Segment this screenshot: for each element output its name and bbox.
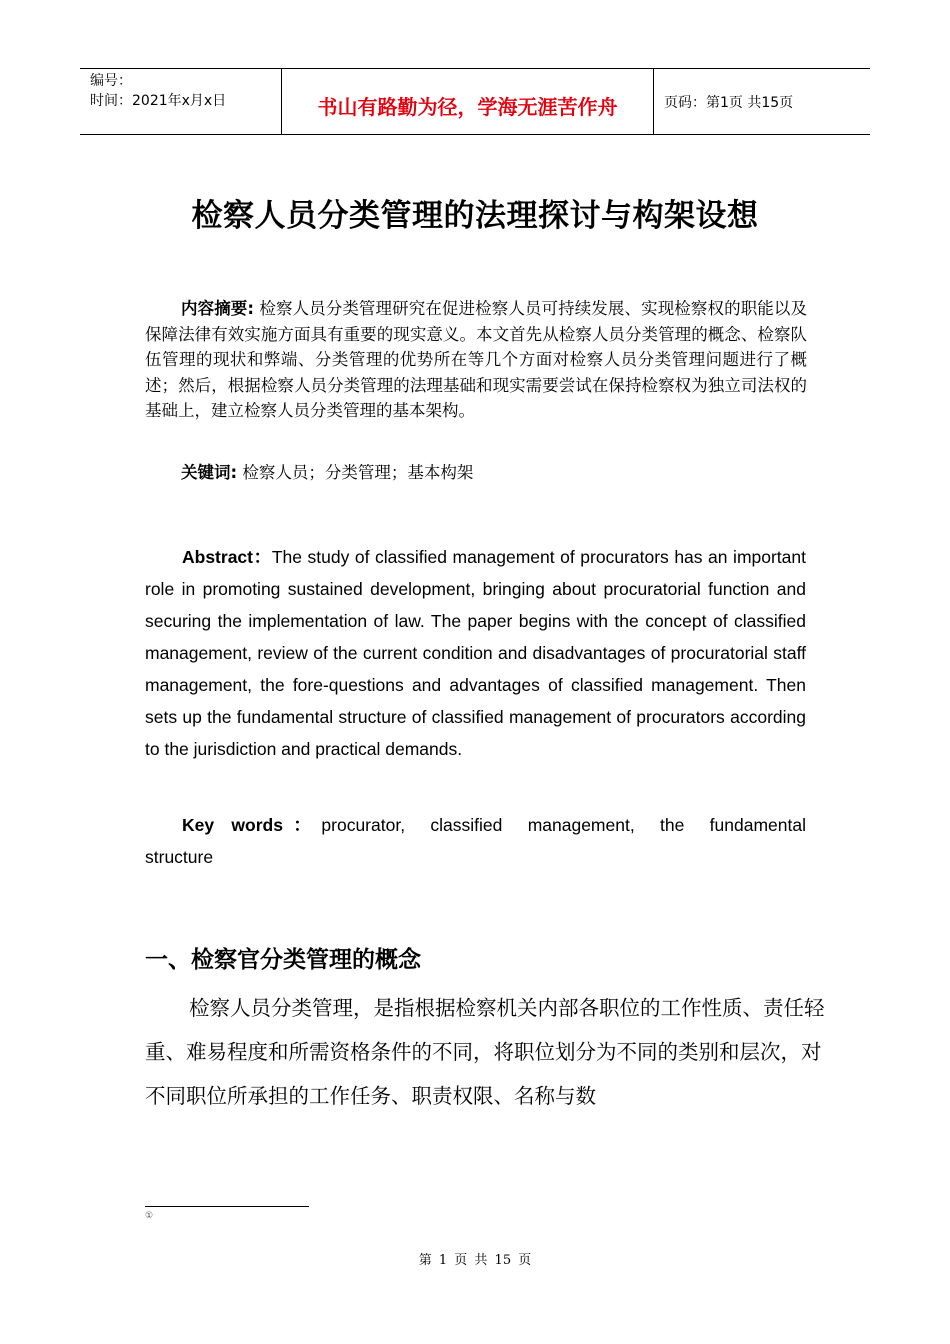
english-abstract-text: The study of classified management of procurators has an important role in promoting sustained development, bringing about procuratorial function and securing the implementation of law. The paper begins with the concept of classified management, review of the current condition and disadvantages of procuratorial staff management, the fore-questions and advantages of classified management. Then sets up the fundamental structure of classified management of procurators according to the jurisdiction and practical demands. [145,547,806,759]
page-footer: 第 1 页 共 15 页 [418,1253,532,1268]
chinese-abstract-text: 检察人员分类管理研究在促进检察人员可持续发展、实现检察权的职能以及保障法律有效实施方面具有重要的现实意义。本文首先从检察人员分类管理的概念、检察队伍管理的现状和弊端、分类管理的优势所在等几个方面对检察人员分类管理问题进行了概述；然后，根据检察人员分类管理的法理基础和现实需要尝试在保持检察权为独立司法权的基础上，建立检察人员分类管理的基本架构。 [145,299,807,420]
footnote-divider [145,1206,309,1207]
header-left-cell [80,69,282,134]
header-motto: 书山有路勤为径，学海无涯苦作舟 [317,95,618,119]
footnote-mark: ① [145,1211,154,1221]
serial-label: 编号： [90,73,132,89]
english-keywords [145,809,806,873]
english-abstract [145,541,806,765]
chinese-abstract [145,296,807,424]
body-paragraph: 检察人员分类管理，是指根据检察机关内部各职位的工作性质、责任轻重、难易程度和所需资格条件的不同，将职位划分为不同的类别和层次，对不同职位所承担的工作任务、职责权限、名称与数 [145,996,825,1108]
chinese-keywords-text: 检察人员；分类管理；基本构架 [242,463,474,482]
chinese-keywords [145,460,807,486]
page-info: 页码：第1页 共15页 [664,95,794,111]
header-middle-cell [282,69,654,134]
english-abstract-label: Abstract： [182,547,272,567]
document-title: 检察人员分类管理的法理探讨与构架设想 [191,198,759,234]
english-keywords-label: Key words： [182,815,322,835]
english-keywords-text: procurator, classified management, the fundamental structure [145,815,807,867]
document-header-table [80,68,870,135]
chinese-abstract-label: 内容摘要: [181,299,254,318]
header-right-cell [654,69,870,134]
chinese-keywords-label: 关键词: [181,463,238,482]
section-heading: 一、检察官分类管理的概念 [145,947,421,973]
date-label: 时间：2021年x月x日 [90,93,227,109]
